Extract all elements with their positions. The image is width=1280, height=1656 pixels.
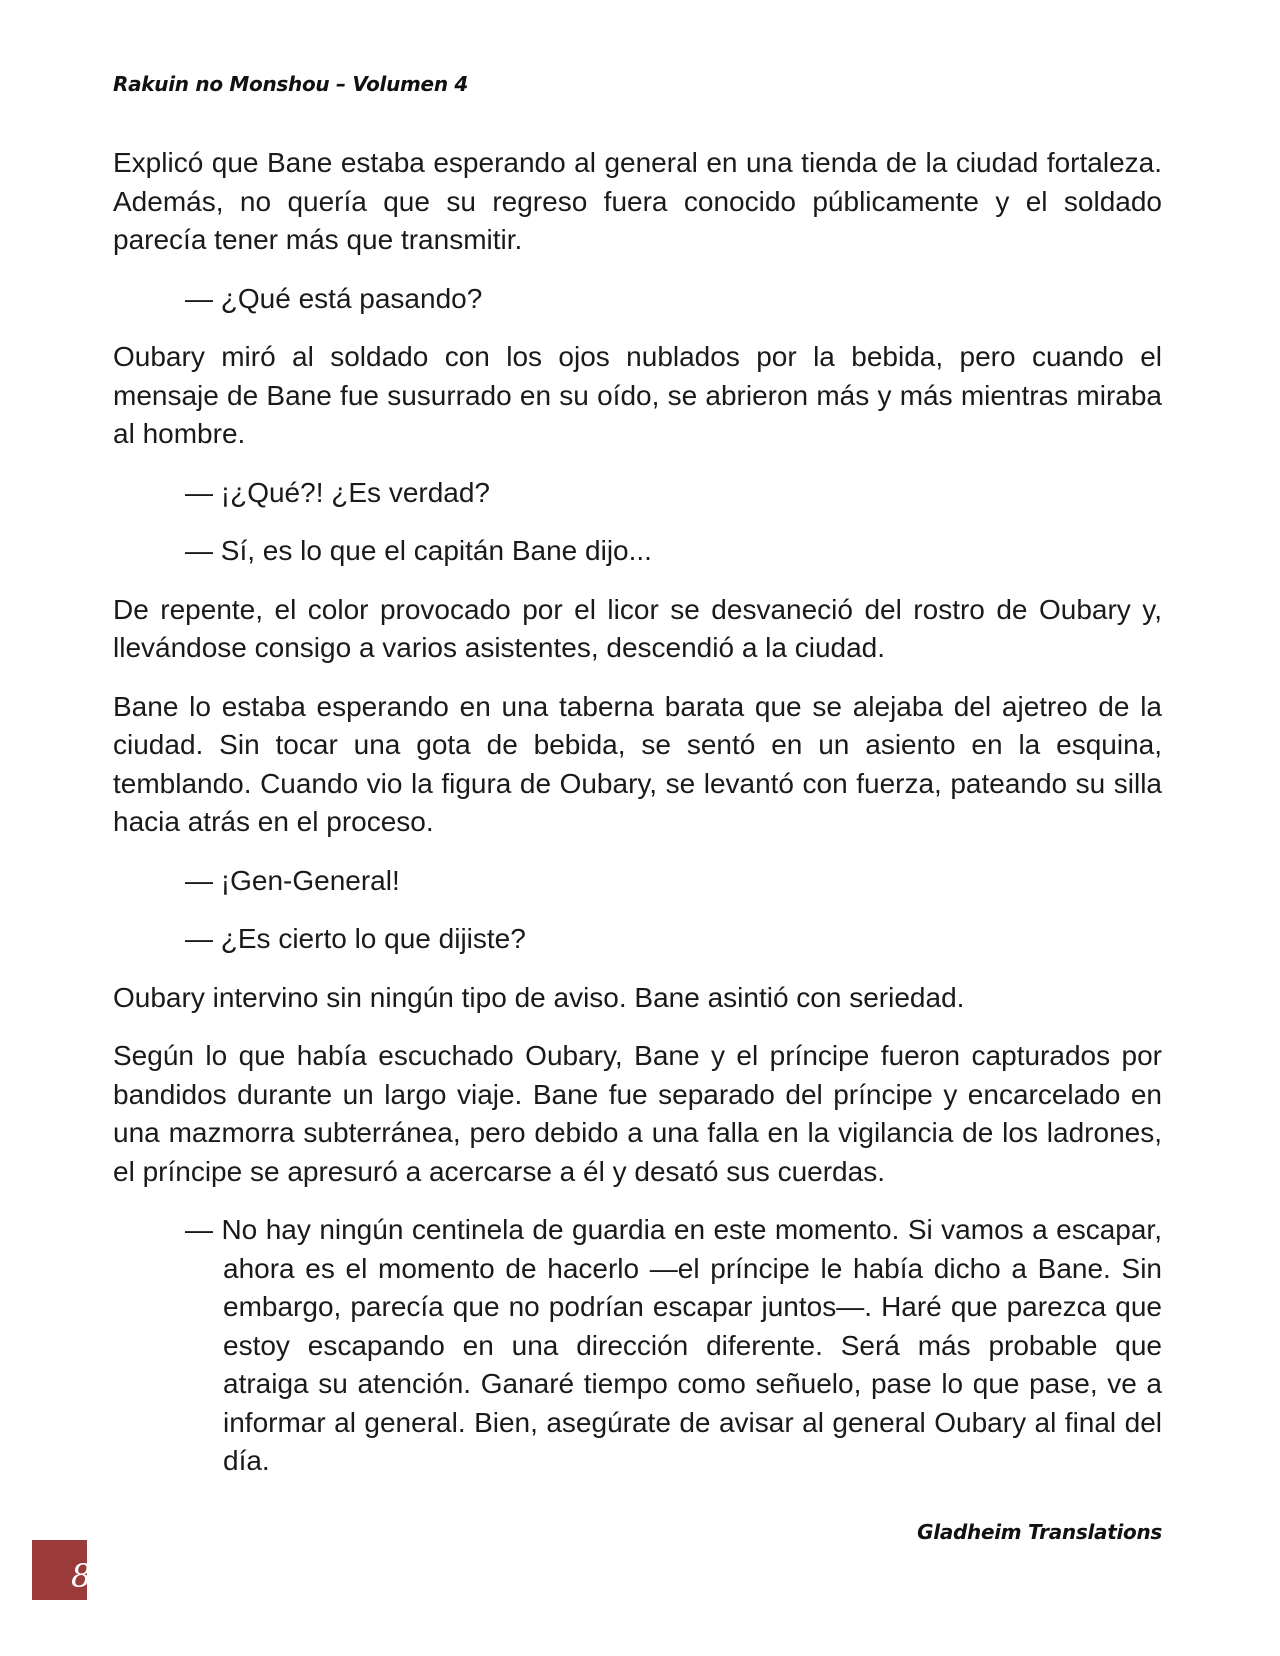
- paragraph: Explicó que Bane estaba esperando al general en una tienda de la ciudad fortaleza. Además, no quería que su regreso fuera conocido públicamente y el soldado parecía tener más que transmitir.: [113, 147, 1162, 255]
- paragraph: Oubary intervino sin ningún tipo de aviso. Bane asintió con seriedad.: [113, 981, 965, 1013]
- dialogue-line: — ¿Es cierto lo que dijiste?: [185, 923, 526, 954]
- dialogue-line: — ¿Qué está pasando?: [185, 282, 483, 314]
- paragraph: Oubary miró al soldado con los ojos nublados por la bebida, pero cuando el mensaje de Bane fue susurrado en su oído, se abrieron más y más mientras miraba al hombre.: [113, 341, 1162, 449]
- paragraph: Bane lo estaba esperando en una taberna barata que se alejaba del ajetreo de la ciudad. Sin tocar una gota de bebida, se sentó en un asiento en la esquina, temblando. Cuando vio la figura de Oubary, se levantó con fuerza, pateando su silla hacia atrás en el proceso.: [113, 690, 1162, 837]
- paragraph: Según lo que había escuchado Oubary, Bane y el príncipe fueron capturados por bandidos durante un largo viaje. Bane fue separado del príncipe y encarcelado en una mazmorra subterránea, pero debido a una falla en la vigilancia de los ladrones, el príncipe se apresuró a acercarse a él y desató sus cuerdas.: [113, 1040, 1162, 1187]
- dialogue-line: — Sí, es lo que el capitán Bane dijo...: [185, 535, 652, 566]
- page-number-underline: [32, 1597, 87, 1600]
- footer-credit: Gladheim Translations: [917, 1520, 1162, 1544]
- body-text: [113, 144, 1162, 1501]
- dialogue-line: — No hay ningún centinela de guardia en este momento. Si vamos a escapar, ahora es el momento de hacerlo —el príncipe le había dicho a Bane. Sin embargo, parecía que no podrían escapar juntos—. Haré que parezca que estoy escapando en una dirección diferente. Será más probable que atraiga su atención. Ganaré tiempo como señuelo, pase lo que pase, ve a informar al general. Bien, asegúrate de avisar al general Oubary al final del día.: [185, 1214, 1162, 1476]
- dialogue-line: — ¡¿Qué?! ¿Es verdad?: [185, 476, 491, 508]
- running-header-title: Rakuin no Monshou – Volumen 4: [113, 72, 469, 96]
- page-number: 8: [71, 1557, 92, 1595]
- dialogue-line: — ¡Gen-General!: [185, 864, 400, 896]
- paragraph: De repente, el color provocado por el licor se desvaneció del rostro de Oubary y, llevándose consigo a varios asistentes, descendió a la ciudad.: [113, 593, 1162, 663]
